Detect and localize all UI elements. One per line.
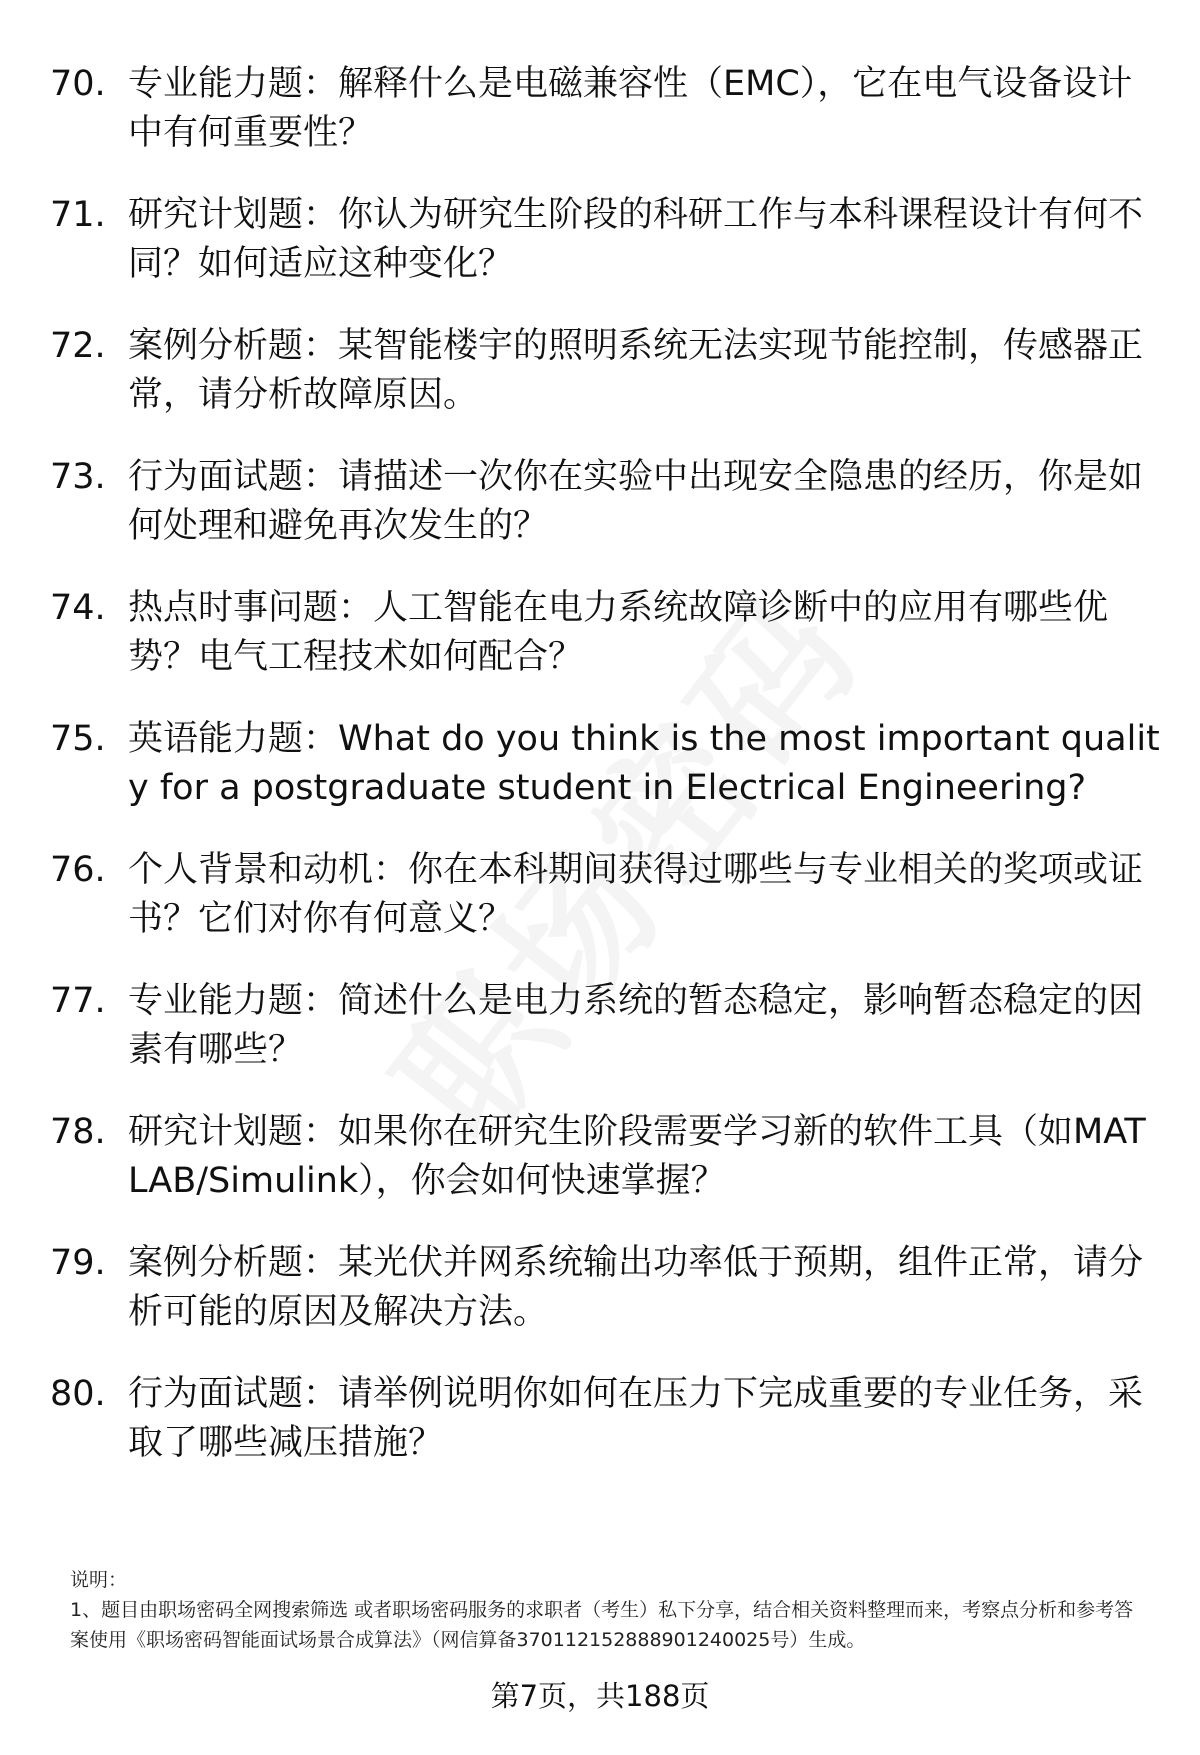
note-section xyxy=(70,1565,1150,1655)
question-number: 73. xyxy=(50,457,106,497)
question-item xyxy=(50,846,1160,944)
question-text: 专业能力题：简述什么是电力系统的暂态稳定，影响暂态稳定的因素有哪些？ xyxy=(128,981,1144,1070)
question-text: 英语能力题：What do you think is the most important quality for a postgraduate student in Electrical Engineering? xyxy=(128,719,1160,808)
question-item xyxy=(50,715,1160,813)
question-number: 76. xyxy=(50,850,106,890)
question-item xyxy=(50,60,1160,158)
question-number: 80. xyxy=(50,1374,106,1414)
question-number: 74. xyxy=(50,588,106,628)
question-number: 75. xyxy=(50,719,106,759)
question-text: 热点时事问题：人工智能在电力系统故障诊断中的应用有哪些优势？电气工程技术如何配合？ xyxy=(128,588,1109,677)
question-text: 专业能力题：解释什么是电磁兼容性（EMC），它在电气设备设计中有何重要性？ xyxy=(128,64,1133,153)
question-item xyxy=(50,191,1160,289)
question-number: 77. xyxy=(50,981,106,1021)
question-text: 研究计划题：如果你在研究生阶段需要学习新的软件工具（如MATLAB/Simulink），你会如何快速掌握？ xyxy=(128,1112,1146,1201)
question-item xyxy=(50,322,1160,420)
question-text: 行为面试题：请描述一次你在实验中出现安全隐患的经历，你是如何处理和避免再次发生的？ xyxy=(128,457,1144,546)
question-item xyxy=(50,1239,1160,1337)
note-text: 1、题目由职场密码全网搜索筛选 或者职场密码服务的求职者（考生）私下分享，结合相关资料整理而来，考察点分析和参考答案使用《职场密码智能面试场景合成算法》（网信算备370112152888901240025号）生成。 xyxy=(70,1599,1134,1651)
question-text: 研究计划题：你认为研究生阶段的科研工作与本科课程设计有何不同？如何适应这种变化？ xyxy=(128,195,1144,284)
question-item xyxy=(50,1370,1160,1468)
question-text: 案例分析题：某光伏并网系统输出功率低于预期，组件正常，请分析可能的原因及解决方法。 xyxy=(128,1243,1144,1332)
page-footer xyxy=(0,1676,1200,1716)
question-number: 72. xyxy=(50,326,106,366)
question-text: 个人背景和动机：你在本科期间获得过哪些与专业相关的奖项或证书？它们对你有何意义？ xyxy=(128,850,1144,939)
question-number: 71. xyxy=(50,195,106,235)
question-number: 79. xyxy=(50,1243,106,1283)
question-item xyxy=(50,977,1160,1075)
question-item xyxy=(50,453,1160,551)
question-item xyxy=(50,584,1160,682)
page-number: 第7页，共188页 xyxy=(490,1679,710,1713)
question-list xyxy=(50,60,1160,1501)
question-number: 78. xyxy=(50,1112,106,1152)
question-text: 案例分析题：某智能楼宇的照明系统无法实现节能控制，传感器正常，请分析故障原因。 xyxy=(128,326,1144,415)
question-number: 70. xyxy=(50,64,106,104)
question-item xyxy=(50,1108,1160,1206)
note-heading: 说明： xyxy=(70,1569,128,1591)
question-text: 行为面试题：请举例说明你如何在压力下完成重要的专业任务，采取了哪些减压措施？ xyxy=(128,1374,1144,1463)
